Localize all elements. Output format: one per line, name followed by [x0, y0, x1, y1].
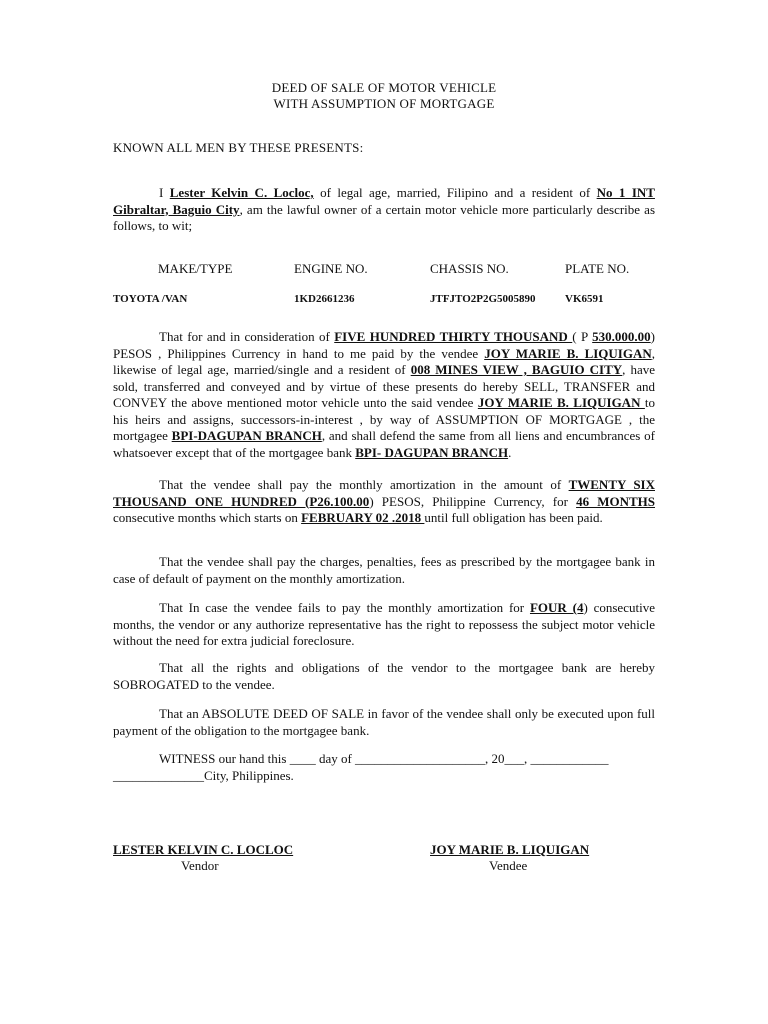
- header-engine-no: ENGINE NO.: [294, 261, 368, 276]
- paragraph-consideration: That for and in consideration of FIVE HUNDRED THIRTY THOUSAND ( P 530.000.00) PESOS , Philippines Currency in hand to me paid by the vendee JOY MARIE B. LIQUIGAN, likewise of legal age, married/single and a resident of 008 MINES VIEW , BAGUIO CITY, have sold, transferred and conveyed and by virtue of these presents do hereby SELL, TRANSFER and CONVEY the above mentioned motor vehicle unto the said vendee JOY MARIE B. LIQUIGAN to his heirs and assigns, successors-in-interest , by way of ASSUMPTION OF MORTGAGE , the mortgagee BPI-DAGUPAN BRANCH, and shall defend the same from all liens and encumbrances of whatsoever except that of the mortgagee bank BPI- DAGUPAN BRANCH.: [113, 329, 656, 460]
- known-all-men: KNOWN ALL MEN BY THESE PRESENTS:: [113, 140, 364, 155]
- default-months: FOUR (4: [529, 600, 584, 615]
- value-plate-no: VK6591: [565, 293, 604, 305]
- paragraph-subrogation: That all the rights and obligations of the vendor to the mortgagee bank are hereby SOBROGATED to the vendee.: [113, 660, 655, 692]
- header-make-type: MAKE/TYPE: [158, 261, 233, 276]
- paragraph-absolute-deed: That an ABSOLUTE DEED OF SALE in favor of the vendee shall only be executed upon full payment of the obligation to the mortgagee bank.: [113, 706, 655, 738]
- mortgagee-bank-repeat: BPI- DAGUPAN BRANCH: [355, 444, 509, 460]
- vendee-name: JOY MARIE B. LIQUIGAN: [484, 345, 652, 361]
- header-plate-no: PLATE NO.: [565, 261, 630, 276]
- value-chassis-no: JTFJTO2P2G5005890: [430, 293, 536, 305]
- vendor-name: Lester Kelvin C. Locloc,: [169, 185, 314, 200]
- amortization-months: 46 MONTHS: [576, 493, 655, 509]
- amortization-amount: TWENTY SIX THOUSAND ONE HUNDRED (P26.100.00: [113, 477, 655, 509]
- paragraph-amortization: That the vendee shall pay the monthly amortization in the amount of TWENTY SIX THOUSAND ONE HUNDRED (P26.100.00) PESOS, Philippine Currency, for 46 MONTHS consecutive months which starts on FEBRUARY 02 .2018 until full obligation has been paid.: [113, 477, 655, 525]
- paragraph-witness: WITNESS our hand this ____ day of ____________________, 20___, ____________ ______________City, Philippines.: [113, 751, 609, 783]
- document-title-line1: DEED OF SALE OF MOTOR VEHICLE: [271, 80, 497, 95]
- value-engine-no: 1KD2661236: [294, 293, 355, 305]
- vendor-signature-role: Vendor: [181, 858, 219, 873]
- vendee-name-repeat: JOY MARIE B. LIQUIGAN: [477, 395, 645, 410]
- vendee-address: 008 MINES VIEW , BAGUIO CITY: [410, 362, 623, 377]
- amount-number: 530.000.00: [592, 329, 651, 344]
- vendor-signature-name: LESTER KELVIN C. LOCLOC: [113, 842, 294, 857]
- vendee-signature-name: JOY MARIE B. LIQUIGAN: [430, 842, 590, 857]
- mortgagee-bank: BPI-DAGUPAN BRANCH: [171, 428, 322, 443]
- paragraph-owner: I Lester Kelvin C. Locloc, of legal age, married, Filipino and a resident of No 1 INT Gibraltar, Baguio City, am the lawful owner of a certain motor vehicle more particularly describe as follows, to wit;: [113, 185, 655, 233]
- vendor-address: No 1 INT Gibraltar, Baguio City: [113, 185, 655, 217]
- value-make-type: TOYOTA /VAN: [113, 293, 188, 305]
- header-chassis-no: CHASSIS NO.: [430, 261, 509, 276]
- vendee-signature-role: Vendee: [489, 858, 528, 873]
- paragraph-charges: That the vendee shall pay the charges, penalties, fees as prescribed by the mortgagee bank in case of default of payment on the monthly amortization.: [113, 554, 655, 586]
- paragraph-default: That In case the vendee fails to pay the monthly amortization for FOUR (4) consecutive months, the vendor or any authorize representative has the right to repossess the subject motor vehicle without the need for extra judicial foreclosure.: [113, 600, 655, 648]
- amortization-start-date: FEBRUARY 02 .2018: [301, 510, 425, 525]
- amount-words: FIVE HUNDRED THIRTY THOUSAND: [334, 329, 573, 344]
- document-title-line2: WITH ASSUMPTION OF MORTGAGE: [273, 96, 495, 111]
